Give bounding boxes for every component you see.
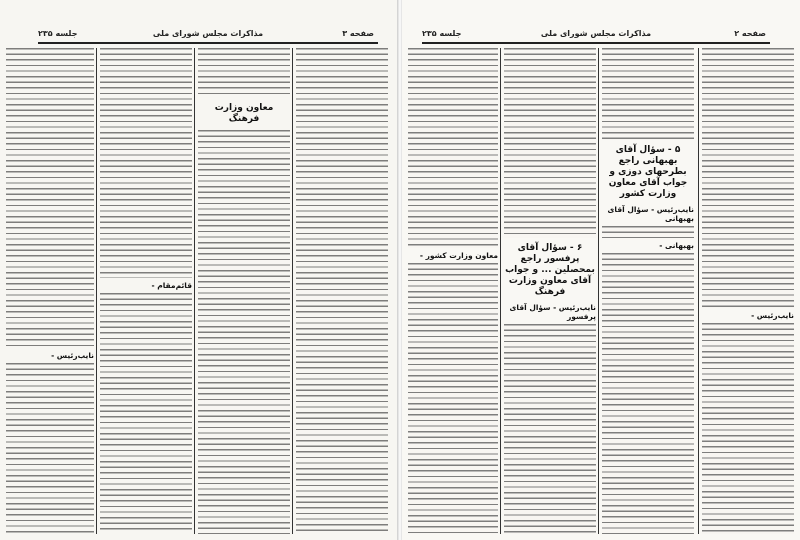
body-text — [408, 263, 498, 534]
body-text — [702, 48, 794, 308]
text-column — [408, 48, 498, 534]
speaker-label: معاون وزارت کشور - — [419, 251, 498, 260]
text-column — [296, 48, 388, 534]
speaker-label: قائم‌مقام - — [151, 281, 192, 290]
page-header — [38, 28, 378, 44]
body-text — [100, 293, 192, 534]
body-text — [6, 48, 94, 348]
body-text — [6, 363, 94, 534]
chair-label: نایب‌رئیس - سؤال آقای پرفسور — [509, 303, 596, 321]
body-text — [504, 324, 596, 534]
text-column — [602, 48, 694, 534]
page-header — [422, 28, 770, 44]
page-number: صفحه ۲ — [734, 29, 766, 38]
page-number: صفحه ۳ — [342, 29, 374, 38]
body-text — [408, 48, 498, 248]
body-text — [702, 323, 794, 534]
body-text — [100, 48, 192, 278]
session-number: جلسه ۲۳۵ — [422, 29, 462, 38]
body-text — [504, 48, 596, 238]
column-rule — [194, 48, 195, 534]
column-rule — [598, 48, 599, 534]
right-page — [402, 0, 800, 540]
text-column — [198, 48, 290, 534]
text-column — [504, 48, 596, 534]
column-rule — [500, 48, 501, 534]
left-page — [0, 0, 398, 540]
column-rule — [96, 48, 97, 534]
question-6-title: ۶ - سؤال آقای پرفسور راجع بمحصلین ... و جواب آقای معاون وزارت فرهنگ — [505, 243, 595, 297]
speaker-label: نایب‌رئیس - — [51, 351, 94, 360]
chair-label: نایب‌رئیس - سؤال آقای بهبهانی — [607, 205, 694, 223]
text-column — [6, 48, 94, 534]
body-text — [198, 48, 290, 98]
body-text — [602, 253, 694, 534]
body-text — [602, 226, 694, 238]
question-5-title: ۵ - سؤال آقای بهبهانی راجع بطرحهای دوزی و جواب آقای معاون وزارت کشور — [608, 145, 688, 199]
body-text — [602, 48, 694, 140]
speaker-label: بهبهانی - — [659, 241, 694, 250]
text-column — [702, 48, 794, 534]
publication-title: مذاکرات مجلس شورای ملی — [540, 29, 652, 38]
body-text — [296, 48, 388, 534]
text-column — [100, 48, 192, 534]
body-text — [198, 130, 290, 534]
session-number: جلسه ۲۳۵ — [38, 29, 78, 38]
section-heading: معاون وزارت فرهنگ — [214, 103, 274, 124]
speaker-label: نایب‌رئیس - — [751, 311, 794, 320]
column-rule — [698, 48, 699, 534]
publication-title: مذاکرات مجلس شورای ملی — [152, 29, 264, 38]
column-rule — [292, 48, 293, 534]
